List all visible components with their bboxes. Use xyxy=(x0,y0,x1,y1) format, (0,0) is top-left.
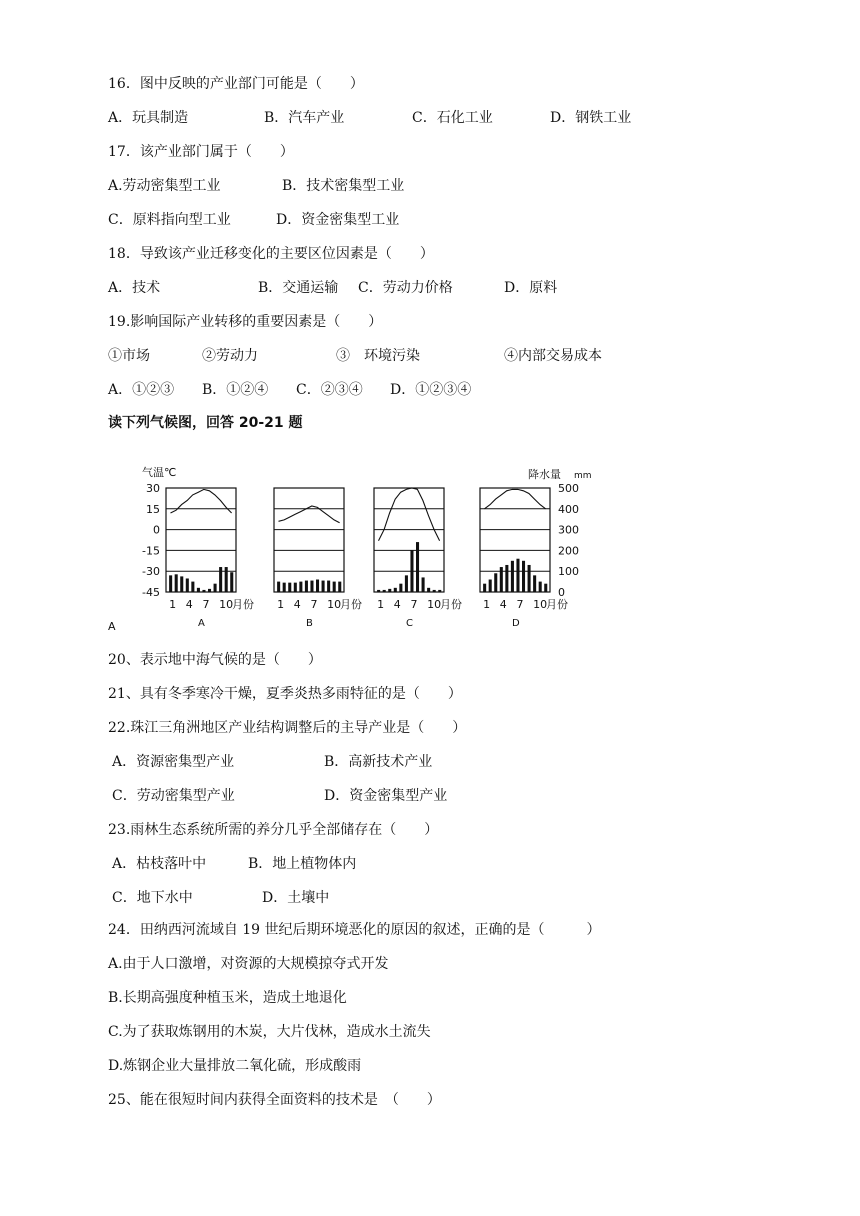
q19-option-b[interactable]: B．①②④ xyxy=(202,382,269,398)
question-16-stem: 16．图中反映的产业部门可能是（ ） xyxy=(108,76,364,92)
q16-option-a[interactable]: A．玩具制造 xyxy=(108,110,189,126)
question-22-stem: 22.珠江三角洲地区产业结构调整后的主导产业是（ ） xyxy=(108,720,467,736)
precip-bar xyxy=(169,575,172,592)
q24-option-c[interactable]: C.为了获取炼钢用的木炭，大片伐林，造成水土流失 xyxy=(108,1024,431,1040)
precip-bar xyxy=(310,581,313,592)
precip-bar xyxy=(186,578,189,592)
precip-bar xyxy=(283,583,286,592)
precip-axis-ticks xyxy=(558,482,579,599)
q19-option-d[interactable]: D．①②③④ xyxy=(390,382,472,398)
q19-factor-4: ④内部交易成本 xyxy=(504,348,602,364)
precip-bar xyxy=(438,590,441,592)
q18-option-c[interactable]: C．劳动力价格 xyxy=(358,280,453,296)
precip-bar xyxy=(399,584,402,592)
question-24-stem: 24．田纳西河流域自 19 世纪后期环境恶化的原因的叙述，正确的是（ ） xyxy=(108,922,601,938)
x-tick-label: 4 xyxy=(499,598,507,611)
panel-label: C xyxy=(406,618,413,629)
temp-tick-label: -45 xyxy=(142,586,160,599)
precip-bar xyxy=(405,575,408,592)
question-18-stem: 18．导致该产业迁移变化的主要区位因素是（ ） xyxy=(108,246,434,262)
q23-option-a[interactable]: A．枯枝落叶中 xyxy=(112,856,207,872)
temp-tick-label: 30 xyxy=(146,482,160,495)
q17-option-b[interactable]: B．技术密集型工业 xyxy=(282,178,405,194)
precip-bar xyxy=(327,581,330,592)
precip-bar xyxy=(500,567,503,592)
q19-factor-1: ①市场 xyxy=(108,348,150,364)
question-25-stem: 25、能在很短时间内获得全面资料的技术是 （ ） xyxy=(108,1092,441,1108)
panel-frame xyxy=(374,488,444,592)
x-tick-label: 10 xyxy=(219,598,234,611)
q24-option-d[interactable]: D.炼钢企业大量排放二氧化硫，形成酸雨 xyxy=(108,1058,362,1074)
precip-tick-label: 300 xyxy=(558,523,579,537)
precip-bar xyxy=(219,567,222,592)
precip-bar xyxy=(528,565,531,592)
precip-bar xyxy=(427,588,430,592)
q22-option-c[interactable]: C．劳动密集型产业 xyxy=(112,788,235,804)
precip-bar xyxy=(288,583,291,592)
x-tick-label: 月份 xyxy=(546,598,568,611)
precip-bar xyxy=(277,582,280,592)
precip-bar xyxy=(511,561,514,592)
precip-bar xyxy=(494,573,497,592)
precip-tick-label: 500 xyxy=(558,482,579,495)
y-left-label: 气温℃ xyxy=(142,466,177,479)
x-tick-label: 1 xyxy=(169,598,177,611)
precip-bar xyxy=(230,572,233,592)
question-19-stem: 19.影响国际产业转移的重要因素是（ ） xyxy=(108,314,383,330)
q18-option-a[interactable]: A．技术 xyxy=(108,280,161,296)
x-tick-label: 月份 xyxy=(440,598,462,611)
section-title: 读下列气候图，回答 20-21 题 xyxy=(108,415,303,431)
x-tick-label: 1 xyxy=(277,598,285,611)
q22-option-d[interactable]: D．资金密集型产业 xyxy=(324,788,448,804)
x-tick-label: 7 xyxy=(202,598,210,611)
precip-bar xyxy=(516,559,519,592)
panel-frame xyxy=(274,488,344,592)
q16-option-b[interactable]: B．汽车产业 xyxy=(264,110,345,126)
x-tick-label: 10 xyxy=(327,598,342,611)
x-tick-label: 1 xyxy=(483,598,491,611)
precip-bar xyxy=(338,582,341,592)
x-tick-label: 4 xyxy=(393,598,401,611)
stray-letter-a: A xyxy=(108,620,116,633)
x-tick-label: 月份 xyxy=(232,598,254,611)
x-tick-label: 1 xyxy=(377,598,385,611)
precip-bar xyxy=(505,565,508,592)
precip-bar xyxy=(489,580,492,592)
y-right-label: 降水量 xyxy=(528,468,561,481)
temp-tick-label: -30 xyxy=(142,565,160,579)
x-tick-label: 10 xyxy=(427,598,442,611)
precip-bar xyxy=(225,567,228,592)
precip-tick-label: 400 xyxy=(558,502,579,516)
y-right-unit: mm xyxy=(574,471,592,481)
x-tick-label: 4 xyxy=(293,598,301,611)
precip-bar xyxy=(208,589,211,592)
precip-tick-label: 0 xyxy=(558,586,565,599)
q24-option-a[interactable]: A.由于人口激增，对资源的大规模掠夺式开发 xyxy=(108,956,389,972)
precip-bar xyxy=(305,581,308,592)
temp-tick-label: -15 xyxy=(142,544,160,558)
q23-option-b[interactable]: B．地上植物体内 xyxy=(248,856,357,872)
precip-bar xyxy=(299,582,302,592)
x-tick-label: 7 xyxy=(516,598,524,611)
q16-option-c[interactable]: C．石化工业 xyxy=(412,110,493,126)
precip-tick-label: 200 xyxy=(558,544,579,558)
climate-panel-c xyxy=(374,488,462,629)
precip-bar xyxy=(433,590,436,592)
precip-bar xyxy=(533,575,536,592)
q16-option-d[interactable]: D．钢铁工业 xyxy=(550,110,632,126)
question-21-stem: 21、具有冬季寒冷干燥，夏季炎热多雨特征的是（ ） xyxy=(108,686,462,702)
q19-factor-3: ③ 环境污染 xyxy=(336,348,420,364)
temperature-line xyxy=(379,488,440,541)
x-tick-label: 7 xyxy=(310,598,318,611)
precip-tick-label: 100 xyxy=(558,565,579,579)
precip-bar xyxy=(383,590,386,592)
precip-bar xyxy=(316,580,319,592)
q24-option-b[interactable]: B.长期高强度种植玉米，造成土地退化 xyxy=(108,990,347,1006)
q19-option-c[interactable]: C．②③④ xyxy=(296,382,363,398)
panel-label: A xyxy=(198,618,205,629)
q19-option-a[interactable]: A．①②③ xyxy=(108,382,175,398)
q19-factor-2: ②劳动力 xyxy=(202,348,258,364)
precip-bar xyxy=(377,590,380,592)
x-tick-label: 4 xyxy=(185,598,193,611)
x-tick-label: 月份 xyxy=(340,598,362,611)
climate-panel-b xyxy=(274,488,362,629)
precip-bar xyxy=(175,574,178,592)
precip-bar xyxy=(214,584,217,592)
precip-bar xyxy=(539,582,542,592)
precip-bar xyxy=(410,550,413,592)
precip-bar xyxy=(294,583,297,592)
temperature-line xyxy=(485,489,546,508)
q17-option-d[interactable]: D．资金密集型工业 xyxy=(276,212,400,228)
climate-charts-figure xyxy=(108,462,608,634)
q17-option-c[interactable]: C．原料指向型工业 xyxy=(108,212,231,228)
climate-panel-d xyxy=(480,488,568,629)
precip-bar xyxy=(191,582,194,592)
precip-bar xyxy=(544,584,547,592)
question-20-stem: 20、表示地中海气候的是（ ） xyxy=(108,652,322,668)
climate-panel-a xyxy=(166,488,254,629)
panel-label: D xyxy=(512,618,520,629)
precip-bar xyxy=(333,582,336,592)
precip-bar xyxy=(322,581,325,592)
temperature-line xyxy=(171,489,232,513)
q18-option-b[interactable]: B．交通运输 xyxy=(258,280,339,296)
x-tick-label: 10 xyxy=(533,598,548,611)
panel-label: B xyxy=(306,618,313,629)
precip-bar xyxy=(394,588,397,592)
q23-option-c[interactable]: C．地下水中 xyxy=(112,890,193,906)
q22-option-a[interactable]: A．资源密集型产业 xyxy=(112,754,235,770)
precip-bar xyxy=(422,577,425,592)
q22-option-b[interactable]: B．高新技术产业 xyxy=(324,754,433,770)
x-tick-label: 7 xyxy=(410,598,418,611)
precip-bar xyxy=(180,576,183,592)
precip-bar xyxy=(388,589,391,592)
precip-bar xyxy=(522,561,525,592)
temp-tick-label: 0 xyxy=(153,523,160,537)
q17-option-a[interactable]: A.劳动密集型工业 xyxy=(108,178,221,194)
question-23-stem: 23.雨林生态系统所需的养分几乎全部储存在（ ） xyxy=(108,822,439,838)
precip-bar xyxy=(202,590,205,592)
temp-tick-label: 15 xyxy=(146,502,160,516)
precip-bar xyxy=(483,584,486,592)
q18-option-d[interactable]: D．原料 xyxy=(504,280,558,296)
precip-bar xyxy=(197,588,200,592)
temp-axis-ticks xyxy=(142,482,160,599)
climate-panels xyxy=(166,488,568,629)
precip-bar xyxy=(416,542,419,592)
q23-option-d[interactable]: D．土壤中 xyxy=(262,890,330,906)
question-17-stem: 17．该产业部门属于（ ） xyxy=(108,144,294,160)
